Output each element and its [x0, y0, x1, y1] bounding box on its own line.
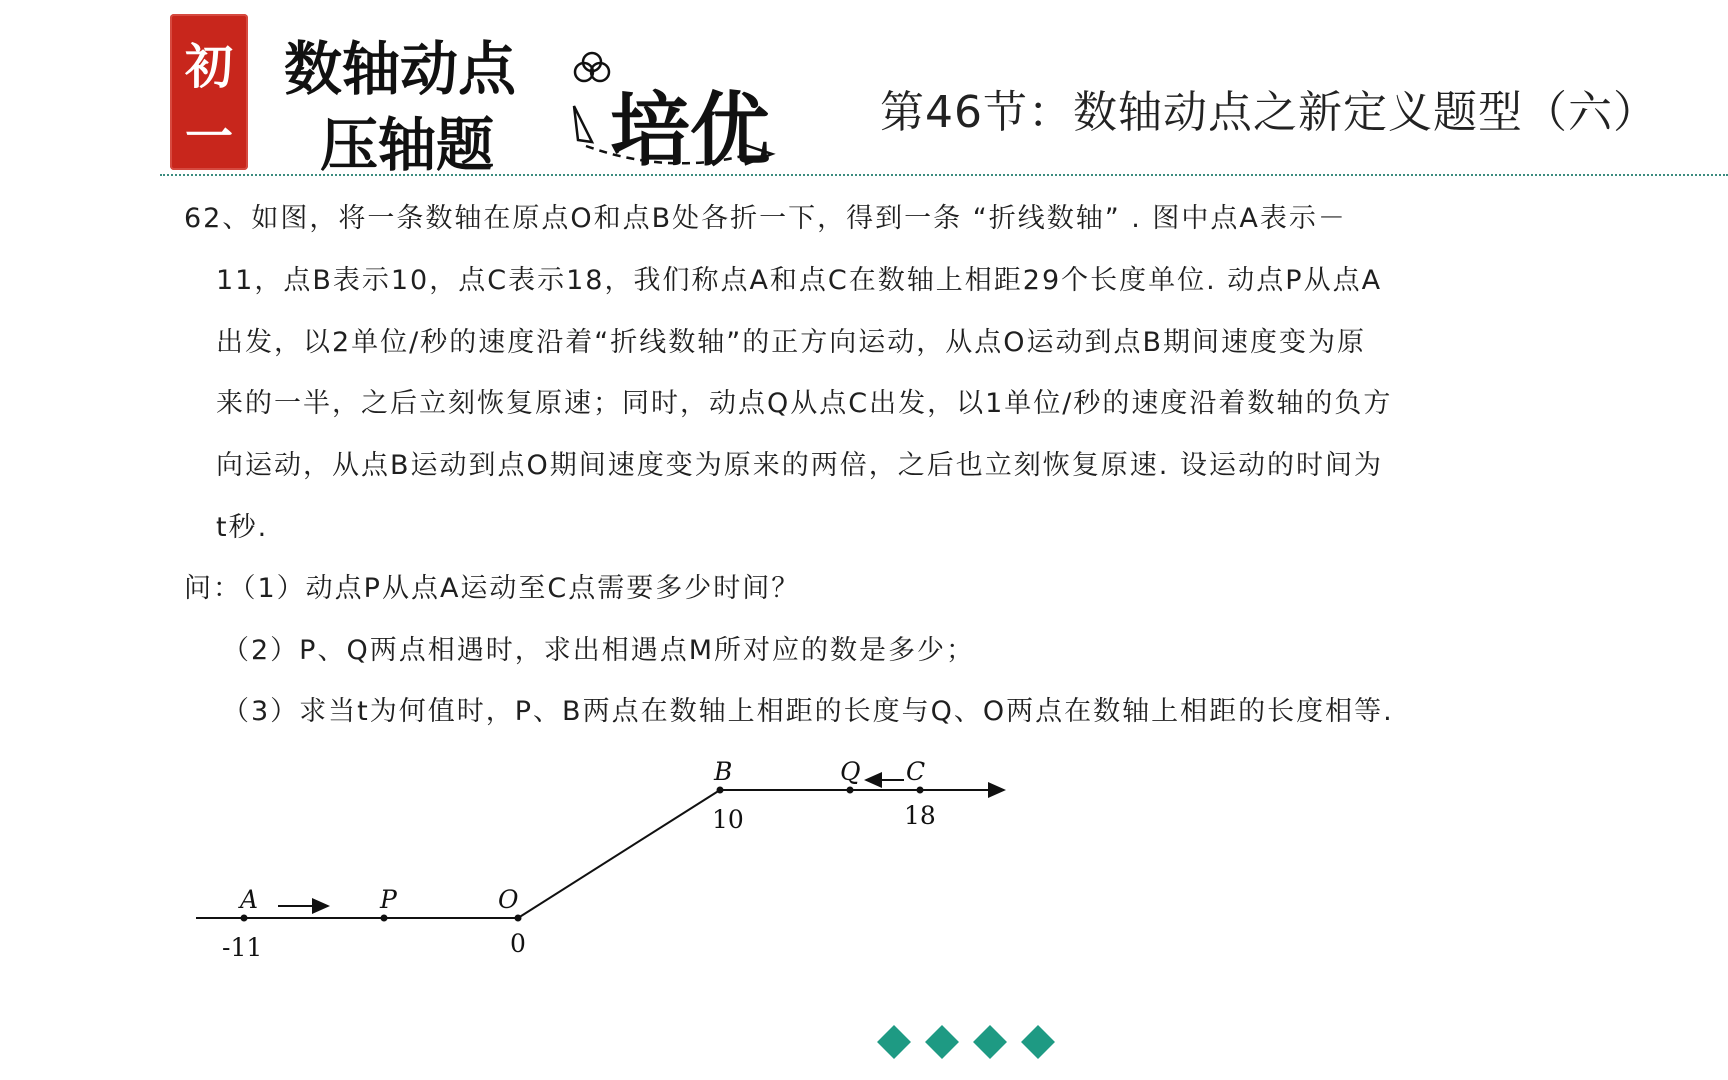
value-o: 0 — [510, 929, 526, 958]
value-a: -11 — [222, 933, 263, 962]
brand-line-2: 压轴题 — [320, 111, 495, 179]
question-3: （3）求当t为何值时，P、B两点在数轴上相距的长度与Q、O两点在数轴上相距的长度相等. — [222, 696, 1394, 727]
label-q: Q — [840, 757, 861, 786]
question-2: （2）P、Q两点相遇时，求出相遇点M所对应的数是多少； — [222, 635, 976, 666]
value-b: 10 — [712, 805, 744, 834]
point-a-dot — [241, 915, 248, 922]
question-1: 问：（1）动点P从点A运动至C点需要多少时间？ — [184, 573, 801, 604]
label-a: A — [240, 885, 259, 914]
slanted-axis-segment — [518, 790, 720, 918]
problem-line-1: 62、如图，将一条数轴在原点O和点B处各折一下，得到一条 “折线数轴” . 图中点A表示－ — [184, 203, 1347, 234]
point-p-dot — [381, 915, 388, 922]
seal-char-2: 一 — [184, 109, 233, 165]
point-b-dot — [717, 787, 724, 794]
problem-line-2: 11，点B表示10，点C表示18，我们称点A和点C在数轴上相距29个长度单位. 动点P从点A — [216, 265, 1383, 296]
value-c: 18 — [904, 801, 936, 830]
problem-line-5: 向运动，从点B运动到点O期间速度变为原来的两倍，之后也立刻恢复原速. 设运动的时间为 — [216, 450, 1383, 481]
seal-char-1: 初 — [184, 39, 233, 95]
label-c: C — [906, 757, 926, 786]
problem-line-3: 出发，以2单位/秒的速度沿着“折线数轴”的正方向运动，从点O运动到点B期间速度变为原 — [216, 327, 1367, 358]
point-q-dot — [847, 787, 854, 794]
label-b: B — [714, 757, 733, 786]
problem-line-4: 来的一半，之后立刻恢复原速；同时，动点Q从点C出发，以1单位/秒的速度沿着数轴的负方 — [216, 388, 1393, 419]
point-c-dot — [917, 787, 924, 794]
problem-line-6: t秒. — [216, 512, 269, 543]
brand-line-1: 数轴动点 — [284, 35, 517, 103]
point-o-dot — [515, 915, 522, 922]
section-title: 第46节：数轴动点之新定义题型（六） — [880, 87, 1658, 138]
label-o: O — [498, 885, 519, 914]
brand-big: 培优 — [610, 83, 770, 177]
label-p: P — [380, 885, 397, 914]
